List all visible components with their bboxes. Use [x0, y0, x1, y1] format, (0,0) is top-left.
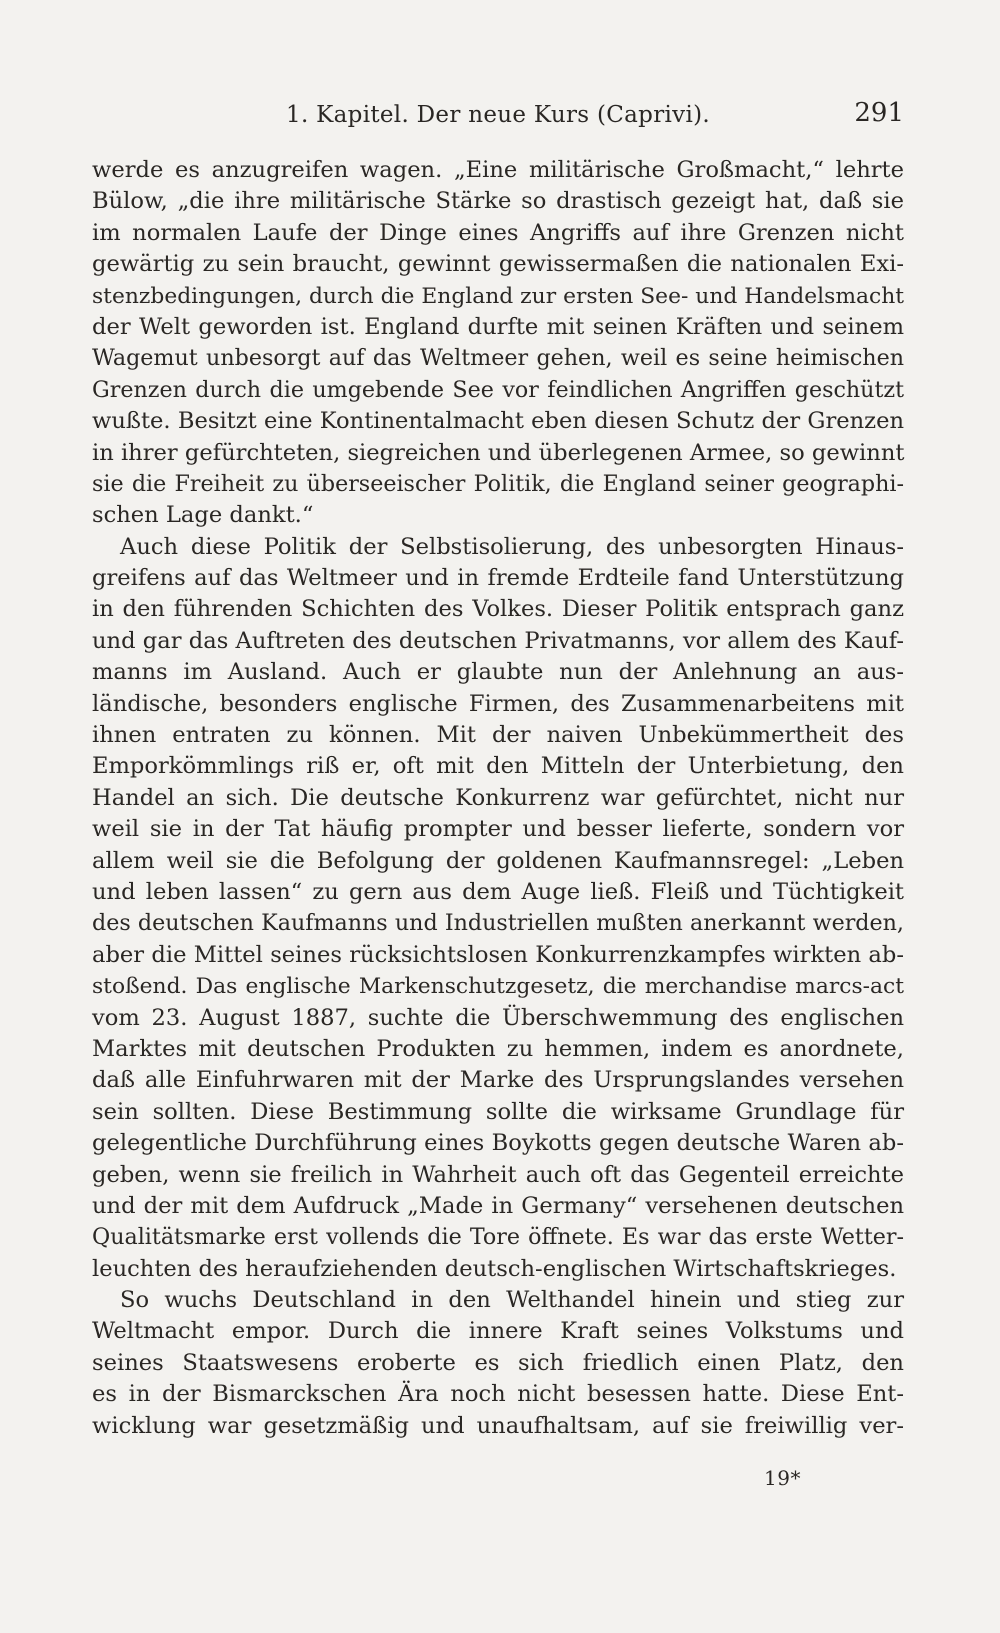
chapter-title: 1. Kapitel. Der neue Kurs (Caprivi).: [286, 102, 710, 128]
text-line: schen Lage dankt.“: [92, 502, 314, 529]
text-line: ihnen entraten zu können. Mit der naiven Unbekümmertheit des: [92, 722, 904, 749]
text-line: stoßend. Das englische Markenschutzgesetz, die merchandise marcs-act: [92, 974, 904, 1000]
text-line: gelegentliche Durchführung eines Boykotts gegen deutsche Waren ab-: [92, 1130, 904, 1157]
text-line: des deutschen Kaufmanns und Industriellen mußten anerkannt werden,: [92, 910, 904, 937]
text-line: seines Staatswesens eroberte es sich friedlich einen Platz, den: [92, 1349, 904, 1376]
text-line: wußte. Besitzt eine Kontinentalmacht eben diesen Schutz der Grenzen: [92, 408, 904, 435]
text-line: stenzbedingungen, durch die England zur ersten See- und Handelsmacht: [92, 283, 904, 309]
text-line: allem weil sie die Befolgung der goldenen Kaufmannsregel: „Leben: [92, 847, 904, 874]
text-line: und der mit dem Aufdruck „Made in Germany“ versehenen deutschen: [92, 1192, 904, 1219]
text-line: Grenzen durch die umgebende See vor feindlichen Angriffen geschützt: [92, 376, 904, 403]
text-line: geben, wenn sie freilich in Wahrheit auch oft das Gegenteil erreichte: [92, 1161, 904, 1188]
text-line: Emporkömmlings riß er, oft mit den Mitteln der Unterbietung, den: [92, 753, 904, 780]
text-line: sein sollten. Diese Bestimmung sollte die wirksame Grundlage für: [92, 1098, 904, 1125]
running-head: [92, 96, 904, 136]
text-line: in den führenden Schichten des Volkes. Dieser Politik entsprach ganz: [92, 596, 904, 623]
text-line: manns im Ausland. Auch er glaubte nun der Anlehnung an aus-: [92, 659, 904, 686]
text-line: weil sie in der Tat häufig prompter und besser lieferte, sondern vor: [92, 816, 904, 843]
text-line: aber die Mittel seines rücksichtslosen Konkurrenzkampfes wirkten ab-: [92, 941, 904, 968]
body-text: [92, 155, 904, 1442]
text-line: gewärtig zu sein braucht, gewinnt gewissermaßen die nationalen Exi-: [92, 251, 904, 278]
text-line: und gar das Auftreten des deutschen Privatmanns, vor allem des Kauf-: [92, 627, 904, 654]
text-line: Wagemut unbesorgt auf das Weltmeer gehen, weil es seine heimischen: [92, 345, 904, 372]
text-line: greifens auf das Weltmeer und in fremde Erdteile fand Unterstützung: [92, 565, 904, 592]
text-line: wicklung war gesetzmäßig und unaufhaltsam, auf sie freiwillig ver-: [92, 1412, 904, 1439]
text-line: So wuchs Deutschland in den Welthandel hinein und stieg zur: [120, 1287, 904, 1314]
signature-mark: 19*: [764, 1466, 801, 1490]
text-line: vom 23. August 1887, suchte die Überschwemmung des englischen: [92, 1004, 904, 1031]
text-line: sie die Freiheit zu überseeischer Politik, die England seiner geographi-: [92, 470, 904, 497]
text-line: werde es anzugreifen wagen. „Eine militärische Großmacht,“ lehrte: [92, 157, 904, 183]
text-line: in ihrer gefürchteten, siegreichen und überlegenen Armee, so gewinnt: [92, 439, 905, 466]
text-line: Auch diese Politik der Selbstisolierung, des unbesorgten Hinaus-: [120, 533, 904, 560]
text-line: es in der Bismarckschen Ära noch nicht besessen hatte. Diese Ent-: [92, 1381, 904, 1408]
text-line: Marktes mit deutschen Produkten zu hemmen, indem es anordnete,: [92, 1035, 904, 1062]
text-line: Handel an sich. Die deutsche Konkurrenz war gefürchtet, nicht nur: [92, 784, 904, 811]
text-line: Bülow, „die ihre militärische Stärke so drastisch gezeigt hat, daß sie: [92, 188, 904, 215]
text-line: Weltmacht empor. Durch die innere Kraft seines Volkstums und: [92, 1318, 904, 1345]
text-line: im normalen Laufe der Dinge eines Angriffs auf ihre Grenzen nicht: [92, 219, 904, 246]
text-line: daß alle Einfuhrwaren mit der Marke des Ursprungslandes versehen: [92, 1067, 904, 1094]
text-line: der Welt geworden ist. England durfte mit seinen Kräften und seinem: [92, 313, 904, 340]
page-number: 291: [854, 98, 904, 128]
text-line: ländische, besonders englische Firmen, des Zusammenarbeitens mit: [92, 690, 904, 717]
text-line: und leben lassen“ zu gern aus dem Auge ließ. Fleiß und Tüchtigkeit: [92, 878, 904, 905]
text-line: Qualitätsmarke erst vollends die Tore öffnete. Es war das erste Wetter-: [92, 1224, 904, 1251]
text-line: leuchten des heraufziehenden deutsch-englischen Wirtschaftskrieges.: [92, 1255, 897, 1282]
